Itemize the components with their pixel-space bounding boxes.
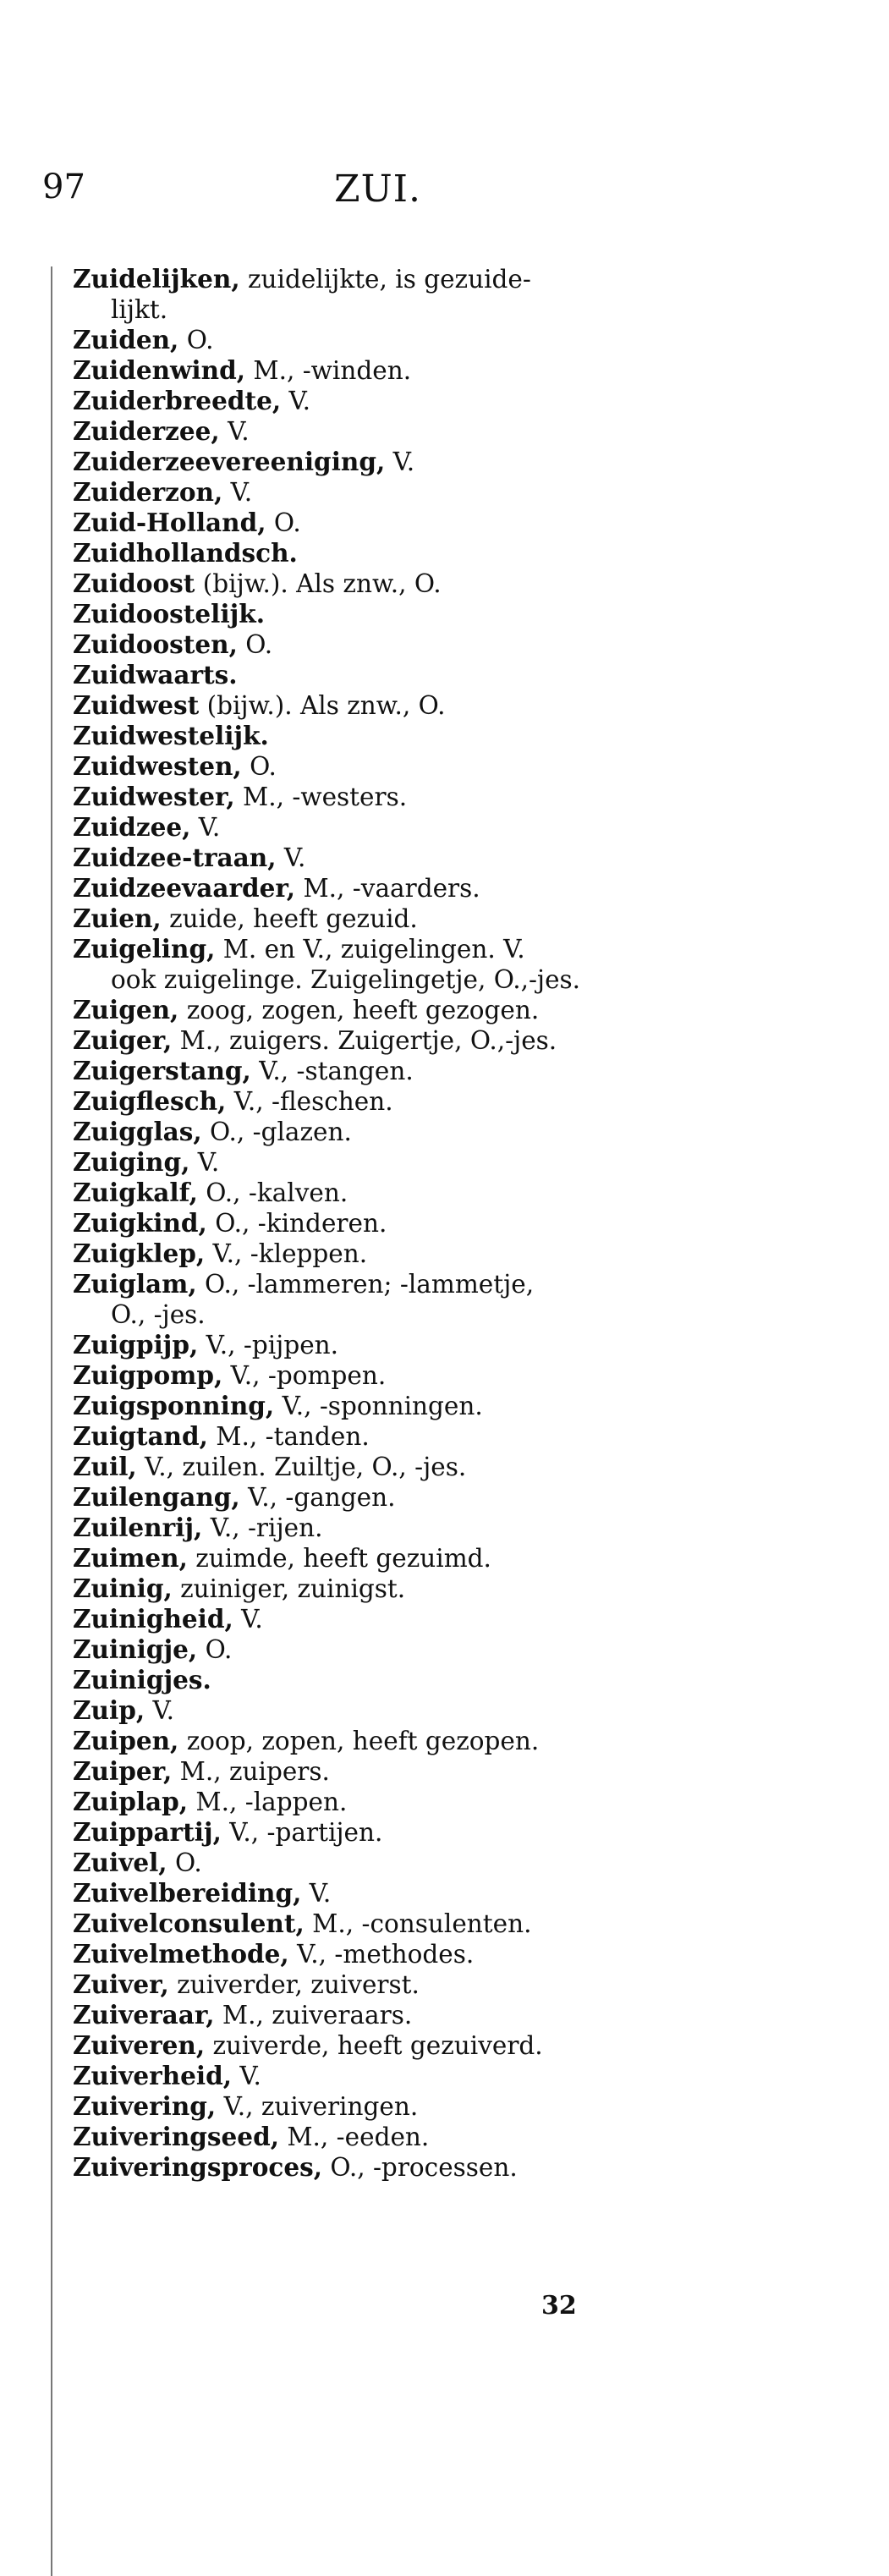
entry-line — [73, 995, 682, 1025]
entry-line — [73, 1634, 682, 1665]
headword: Zuidwest — [73, 690, 200, 720]
dictionary-entry — [73, 1939, 682, 1969]
entry-definition: O. — [178, 326, 214, 354]
dictionary-entry — [73, 1178, 682, 1208]
dictionary-entry — [73, 629, 682, 660]
headword: Zuip, — [73, 1695, 145, 1725]
entry-definition: zuide, heeft gezuid. — [161, 904, 418, 933]
entry-definition: V., -pijpen. — [198, 1331, 339, 1359]
headword: Zuidoostelijk. — [73, 599, 265, 629]
entry-line — [73, 1665, 682, 1695]
entry-definition: V., -stangen. — [250, 1057, 414, 1085]
entry-line — [73, 1969, 682, 2000]
dictionary-entry — [73, 1634, 682, 1665]
entry-line — [73, 2030, 682, 2061]
entry-line — [73, 568, 682, 599]
headword: Zuidhollandsch. — [73, 538, 298, 568]
entry-definition: V., -sponningen. — [274, 1392, 483, 1420]
entry-line — [73, 1421, 682, 1452]
entry-line — [73, 1056, 682, 1086]
entry-definition: O. — [237, 630, 273, 659]
dictionary-entry — [73, 1239, 682, 1269]
entry-definition: O., -kinderen. — [206, 1209, 387, 1238]
entry-definition: V., -partijen. — [221, 1818, 383, 1847]
entry-definition: O., -kalven. — [197, 1178, 348, 1207]
entry-line — [73, 1086, 682, 1117]
dictionary-entry — [73, 1878, 682, 1909]
dictionary-entry — [73, 386, 682, 416]
entry-definition: V. — [145, 1696, 174, 1725]
dictionary-entry — [73, 1726, 682, 1756]
entry-definition: V. — [190, 813, 221, 842]
entry-definition: O., -processen. — [322, 2153, 518, 2182]
headword: Zuiderzeevereeniging, — [73, 447, 386, 476]
entry-line — [73, 2122, 682, 2152]
dictionary-entry — [73, 995, 682, 1025]
headword: Zuivelmethode, — [73, 1939, 289, 1969]
dictionary-entry — [73, 2091, 682, 2122]
headword: Zuigkind, — [73, 1208, 207, 1238]
entry-line — [73, 751, 682, 782]
entry-line — [73, 843, 682, 873]
entry-line — [73, 1695, 682, 1726]
dictionary-entry — [73, 1269, 682, 1330]
entry-definition: V. — [219, 417, 250, 446]
headword: Zuivelconsulent, — [73, 1909, 305, 1938]
entry-line — [73, 538, 682, 568]
dictionary-entry — [73, 1452, 682, 1482]
entry-line — [73, 2091, 682, 2122]
headword: Zuigsponning, — [73, 1391, 275, 1420]
dictionary-entry — [73, 599, 682, 629]
headword: Zuiver, — [73, 1969, 169, 1999]
dictionary-entry — [73, 508, 682, 538]
entry-definition: V. — [385, 448, 415, 476]
headword: Zuivel, — [73, 1848, 167, 1877]
entry-line — [73, 599, 682, 629]
entry-line — [73, 325, 682, 355]
dictionary-entry — [73, 1665, 682, 1695]
headword: Zuiging, — [73, 1147, 190, 1177]
dictionary-entry — [73, 690, 682, 721]
entry-definition: O. — [266, 508, 301, 537]
guide-word: ZUI. — [334, 168, 422, 211]
headword: Zuinigheid, — [73, 1604, 233, 1634]
dictionary-entry — [73, 2122, 682, 2152]
entry-line — [73, 1574, 682, 1604]
dictionary-entry — [73, 934, 682, 995]
headword: Zuimen, — [73, 1543, 188, 1573]
headword: Zuipen, — [73, 1726, 179, 1755]
entry-definition: M., -lappen. — [188, 1788, 348, 1816]
headword: Zuiglam, — [73, 1269, 197, 1299]
headword: Zuidwesten, — [73, 751, 242, 781]
dictionary-entry — [73, 1604, 682, 1634]
entry-line — [73, 1330, 682, 1360]
dictionary-entry — [73, 1025, 682, 1056]
dictionary-entry — [73, 1147, 682, 1178]
dictionary-entry — [73, 1391, 682, 1421]
entry-definition: V. — [222, 478, 253, 507]
headword: Zuil, — [73, 1452, 137, 1481]
headword: Zuilenrij, — [73, 1513, 203, 1542]
dictionary-entry — [73, 568, 682, 599]
entry-line — [73, 1604, 682, 1634]
dictionary-entry — [73, 1086, 682, 1117]
entry-definition: M. en V., zuigelingen. V. — [215, 935, 525, 964]
entry-definition: V., -gangen. — [239, 1483, 396, 1512]
dictionary-entry — [73, 2152, 682, 2183]
entry-line — [73, 1513, 682, 1543]
entry-line — [73, 629, 682, 660]
headword: Zuidelijken, — [73, 264, 240, 294]
headword: Zuid-Holland, — [73, 508, 266, 537]
headword: Zuigklep, — [73, 1239, 206, 1268]
entry-line — [73, 1269, 682, 1299]
entry-line — [73, 1482, 682, 1513]
headword: Zuiper, — [73, 1756, 173, 1786]
entry-definition: zuiniger, zuinigst. — [172, 1574, 406, 1603]
entry-definition: V., -methodes. — [288, 1940, 475, 1969]
entry-line — [73, 1178, 682, 1208]
entry-definition: M., -eeden. — [278, 2123, 430, 2151]
entry-definition: O., -lammeren; -lammetje, — [196, 1270, 535, 1299]
headword: Zuigpomp, — [73, 1360, 223, 1390]
entry-line — [73, 1543, 682, 1574]
dictionary-entry — [73, 1787, 682, 1817]
entry-line — [73, 2152, 682, 2183]
entry-line — [73, 721, 682, 751]
entry-definition: V., -pompen. — [222, 1361, 387, 1390]
entry-line — [73, 1756, 682, 1787]
dictionary-entry — [73, 447, 682, 477]
entry-line — [73, 873, 682, 904]
headword: Zuiveren, — [73, 2030, 206, 2060]
signature-mark: 32 — [541, 2291, 577, 2321]
headword: Zuien, — [73, 904, 162, 933]
entry-definition: V. — [301, 1879, 332, 1908]
entry-definition: V., -fleschen. — [226, 1087, 393, 1116]
dictionary-entry — [73, 264, 682, 325]
headword: Zuiveringseed, — [73, 2122, 279, 2151]
entry-definition: V., zuilen. Zuiltje, O., -jes. — [136, 1453, 467, 1481]
entry-line — [73, 904, 682, 934]
entry-continuation: lijkt. — [111, 295, 168, 324]
dictionary-entry — [73, 538, 682, 568]
page-header — [0, 168, 889, 218]
headword: Zuivelbereiding, — [73, 1878, 302, 1908]
entry-definition: V. — [276, 843, 306, 872]
dictionary-entry — [73, 2061, 682, 2091]
entry-definition: M., zuigers. Zuigertje, O.,-jes. — [172, 1026, 557, 1055]
dictionary-entry — [73, 904, 682, 934]
headword: Zuidzee-traan, — [73, 843, 277, 872]
dictionary-entry — [73, 721, 682, 751]
entry-definition: M., -tanden. — [207, 1422, 370, 1451]
entry-line — [73, 1817, 682, 1848]
dictionary-entry — [73, 1421, 682, 1452]
entry-definition: M., -winden. — [244, 356, 412, 385]
entry-line — [73, 1208, 682, 1239]
entry-definition: zoop, zopen, heeft gezopen. — [178, 1727, 540, 1755]
entry-line — [73, 1117, 682, 1147]
dictionary-entry — [73, 1817, 682, 1848]
entry-definition: M., -westers. — [234, 783, 408, 811]
dictionary-entry — [73, 1756, 682, 1787]
headword: Zuiplap, — [73, 1787, 189, 1816]
headword: Zuinigjes. — [73, 1665, 211, 1694]
entry-line — [73, 1452, 682, 1482]
entry-definition: zuidelijkte, is gezuide- — [239, 265, 531, 294]
headword: Zuigtand, — [73, 1421, 208, 1451]
entry-definition: M., -consulenten. — [304, 1909, 532, 1938]
headword: Zuiderzee, — [73, 416, 220, 446]
headword: Zuigflesch, — [73, 1086, 227, 1116]
entry-line — [73, 1878, 682, 1909]
entry-line — [73, 1147, 682, 1178]
dictionary-entry — [73, 1848, 682, 1878]
dictionary-entry — [73, 1909, 682, 1939]
headword: Zuinigje, — [73, 1634, 198, 1664]
dictionary-entry — [73, 1574, 682, 1604]
headword: Zuigkalf, — [73, 1178, 198, 1207]
headword: Zuiveraar, — [73, 2000, 215, 2029]
headword: Zuidzee, — [73, 812, 191, 842]
dictionary-entry — [73, 812, 682, 843]
entry-line — [73, 355, 682, 386]
margin-rule — [51, 266, 52, 2576]
headword: Zuidzeevaarder, — [73, 873, 296, 903]
entry-line — [73, 264, 682, 294]
entry-line — [73, 2000, 682, 2030]
dictionary-entry — [73, 355, 682, 386]
entry-line — [73, 2061, 682, 2091]
dictionary-entry — [73, 1056, 682, 1086]
headword: Zuiveringsproces, — [73, 2152, 322, 2182]
dictionary-entry — [73, 1330, 682, 1360]
headword: Zuilengang, — [73, 1482, 240, 1512]
entry-line — [73, 1909, 682, 1939]
dictionary-entries — [73, 264, 682, 2183]
headword: Zuippartij, — [73, 1817, 222, 1847]
headword: Zuiden, — [73, 325, 179, 354]
entry-definition: O. — [167, 1848, 202, 1877]
dictionary-entry — [73, 1360, 682, 1391]
entry-line — [73, 416, 682, 447]
entry-line — [73, 1787, 682, 1817]
headword: Zuivering, — [73, 2091, 217, 2121]
entry-line — [73, 1391, 682, 1421]
headword: Zuidwester, — [73, 782, 235, 811]
dictionary-entry — [73, 1482, 682, 1513]
dictionary-entry — [73, 751, 682, 782]
entry-line — [73, 1239, 682, 1269]
headword: Zuigen, — [73, 995, 179, 1024]
headword: Zuidoosten, — [73, 629, 238, 659]
entry-line — [73, 386, 682, 416]
headword: Zuiderbreedte, — [73, 386, 282, 415]
dictionary-entry — [73, 2000, 682, 2030]
dictionary-entry — [73, 416, 682, 447]
headword: Zuiger, — [73, 1025, 173, 1055]
dictionary-entry — [73, 873, 682, 904]
entry-definition: O., -glazen. — [201, 1118, 352, 1146]
entry-line — [73, 934, 682, 964]
entry-definition: M., zuipers. — [172, 1757, 330, 1786]
entry-definition: V., -rijen. — [202, 1513, 323, 1542]
entry-definition: V. — [189, 1148, 220, 1177]
entry-definition: M., -vaarders. — [295, 874, 480, 903]
entry-definition: O. — [197, 1635, 233, 1664]
headword: Zuigglas, — [73, 1117, 202, 1146]
entry-line — [73, 690, 682, 721]
headword: Zuigpijp, — [73, 1330, 199, 1359]
headword: Zuidenwind, — [73, 355, 245, 385]
dictionary-entry — [73, 660, 682, 690]
entry-definition: V. — [281, 387, 311, 415]
entry-definition: zuiverder, zuiverst. — [168, 1970, 420, 1999]
headword: Zuiverheid, — [73, 2061, 232, 2090]
dictionary-entry — [73, 1969, 682, 2000]
headword: Zuidwaarts. — [73, 660, 238, 689]
entry-definition: zuimde, heeft gezuimd. — [187, 1544, 491, 1573]
dictionary-entry — [73, 1695, 682, 1726]
entry-definition: V., -kleppen. — [205, 1239, 368, 1268]
dictionary-entry — [73, 477, 682, 508]
entry-continuation: ook zuigelinge. Zuigelingetje, O.,-jes. — [111, 965, 581, 994]
dictionary-entry — [73, 325, 682, 355]
entry-definition: (bijw.). Als znw., O. — [199, 691, 446, 720]
dictionary-entry — [73, 843, 682, 873]
entry-continuation: O., -jes. — [111, 1300, 206, 1329]
page-number: 97 — [42, 168, 85, 206]
entry-line — [73, 1726, 682, 1756]
headword: Zuigeling, — [73, 934, 216, 964]
entry-definition: V. — [233, 1605, 263, 1634]
dictionary-entry — [73, 1513, 682, 1543]
entry-line — [73, 1025, 682, 1056]
dictionary-entry — [73, 1208, 682, 1239]
dictionary-entry — [73, 2030, 682, 2061]
entry-definition: V. — [231, 2062, 261, 2090]
entry-definition: zoog, zogen, heeft gezogen. — [178, 996, 540, 1024]
headword: Zuinig, — [73, 1574, 173, 1603]
entry-line — [73, 660, 682, 690]
entry-definition: (bijw.). Als znw., O. — [195, 569, 442, 598]
entry-definition: zuiverde, heeft gezuiverd. — [205, 2031, 543, 2060]
entry-line — [73, 782, 682, 812]
dictionary-entry — [73, 782, 682, 812]
entry-definition: O. — [241, 752, 277, 781]
headword: Zuidoost — [73, 568, 195, 598]
entry-definition: M., zuiveraars. — [214, 2001, 413, 2029]
dictionary-entry — [73, 1117, 682, 1147]
dictionary-entry — [73, 1543, 682, 1574]
headword: Zuigerstang, — [73, 1056, 251, 1085]
entry-line — [73, 1848, 682, 1878]
entry-line — [73, 477, 682, 508]
entry-line — [73, 1360, 682, 1391]
headword: Zuidwestelijk. — [73, 721, 269, 750]
entry-line — [73, 508, 682, 538]
entry-definition: V., zuiveringen. — [216, 2092, 419, 2121]
entry-line — [73, 1939, 682, 1969]
entry-line — [73, 812, 682, 843]
headword: Zuiderzon, — [73, 477, 223, 507]
entry-line — [73, 447, 682, 477]
